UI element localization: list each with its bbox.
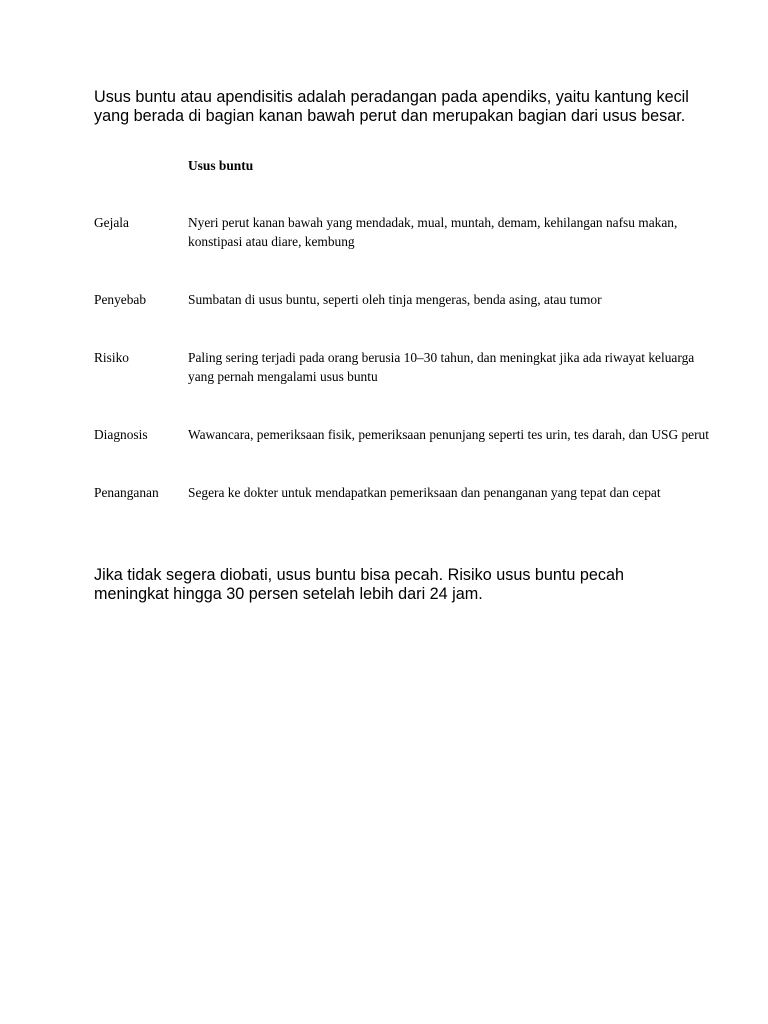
table-row <box>94 348 714 386</box>
row-value: Segera ke dokter untuk mendapatkan pemeriksaan dan penanganan yang tepat dan cepat <box>188 485 661 500</box>
table-row <box>94 290 714 309</box>
table-column-header: Usus buntu <box>188 158 254 173</box>
row-value: Nyeri perut kanan bawah yang mendadak, mual, muntah, demam, kehilangan nafsu makan, konstipasi atau diare, kembung <box>188 215 678 249</box>
row-label: Penyebab <box>94 292 147 307</box>
row-value: Sumbatan di usus buntu, seperti oleh tinja mengeras, benda asing, atau tumor <box>188 292 602 307</box>
row-value: Wawancara, pemeriksaan fisik, pemeriksaan penunjang seperti tes urin, tes darah, dan USG perut <box>188 427 709 442</box>
info-table <box>94 156 714 541</box>
table-row <box>94 425 714 444</box>
table-rows <box>94 213 714 502</box>
row-label: Gejala <box>94 215 129 230</box>
intro-paragraph: Usus buntu atau apendisitis adalah peradangan pada apendiks, yaitu kantung kecil yang berada di bagian kanan bawah perut dan merupakan bagian dari usus besar. <box>94 88 689 125</box>
row-value: Paling sering terjadi pada orang berusia 10–30 tahun, dan meningkat jika ada riwayat keluarga yang pernah mengalami usus buntu <box>188 350 695 384</box>
table-row <box>94 213 714 251</box>
closing-paragraph: Jika tidak segera diobati, usus buntu bisa pecah. Risiko usus buntu pecah meningkat hingga 30 persen setelah lebih dari 24 jam. <box>94 566 625 603</box>
row-label: Penanganan <box>94 485 159 500</box>
row-label: Risiko <box>94 350 129 365</box>
table-row <box>94 483 714 502</box>
row-label: Diagnosis <box>94 427 148 442</box>
